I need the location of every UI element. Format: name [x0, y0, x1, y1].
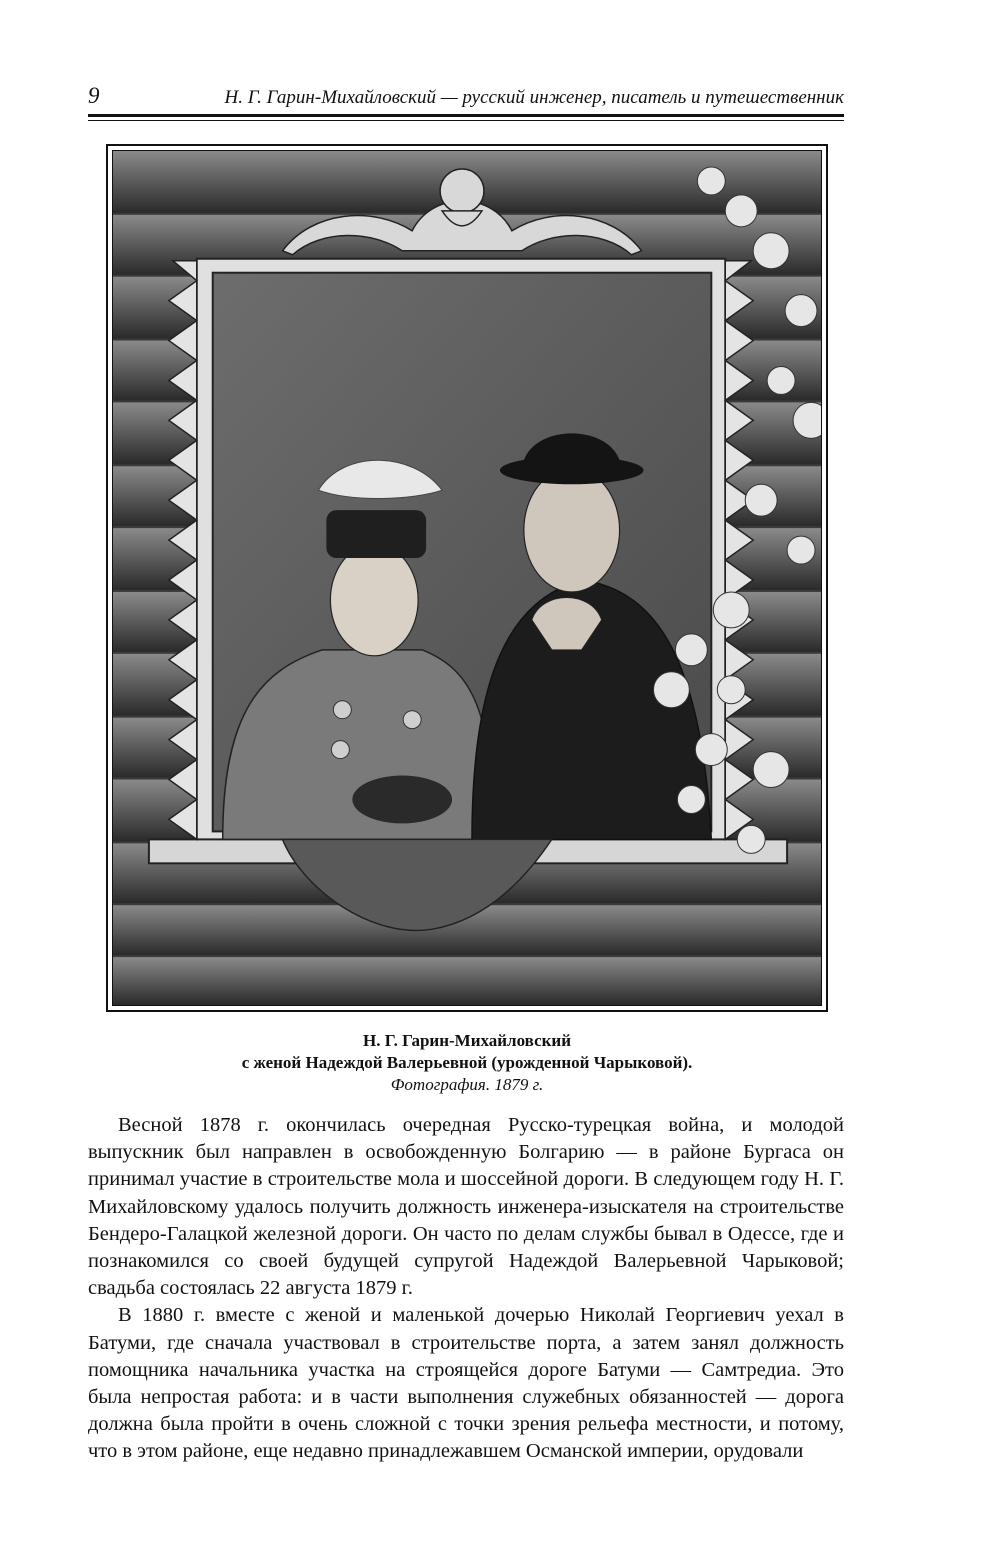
header-rule-thin	[88, 120, 844, 121]
caption-date: Фотография. 1879 г.	[390, 1075, 544, 1094]
photograph	[112, 150, 822, 1006]
header-rule-thick	[88, 114, 844, 117]
page-number: 9	[88, 83, 100, 108]
body-text	[88, 1112, 844, 1466]
paragraph: Весной 1878 г. окончилась очередная Русско-турецкая война, и молодой выпускник был направлен в освобожденную Болгарию — в районе Бургаса он принимал участие в строительстве мола и шоссейной дороги. В следующем году Н. Г. Михайловскому удалось получить должность инженера-изыскателя на строительстве Бендеро-Галацкой железной дороги. Он часто по делам службы бывал в Одессе, где и познакомился со своей будущей супругой Надеждой Валерьевной Чарыковой; свадьба состоялась 22 августа 1879 г.	[88, 1114, 844, 1300]
photograph-couple-in-window	[113, 151, 821, 1005]
photo-frame	[106, 144, 828, 1012]
caption-subtitle: с женой Надеждой Валерьевной (урожденной Чарыковой).	[241, 1053, 693, 1072]
figure-caption	[106, 1030, 828, 1096]
paragraph: В 1880 г. вместе с женой и маленькой дочерью Николай Георгиевич уехал в Батуми, где сначала участвовал в строительстве порта, а затем занял должность помощника начальника участка на строящейся дороге Батуми — Самтредиа. Это была непростая работа: и в части выполнения служебных обязанностей — дорога должна была пройти в очень сложной с точки зрения рельефа местности, и потому, что в этом районе, еще недавно принадлежавшем Османской империи, орудовали	[88, 1304, 844, 1463]
running-title: Н. Г. Гарин-Михайловский — русский инженер, писатель и путешественник	[224, 87, 844, 108]
caption-title: Н. Г. Гарин-Михайловский	[363, 1031, 571, 1050]
